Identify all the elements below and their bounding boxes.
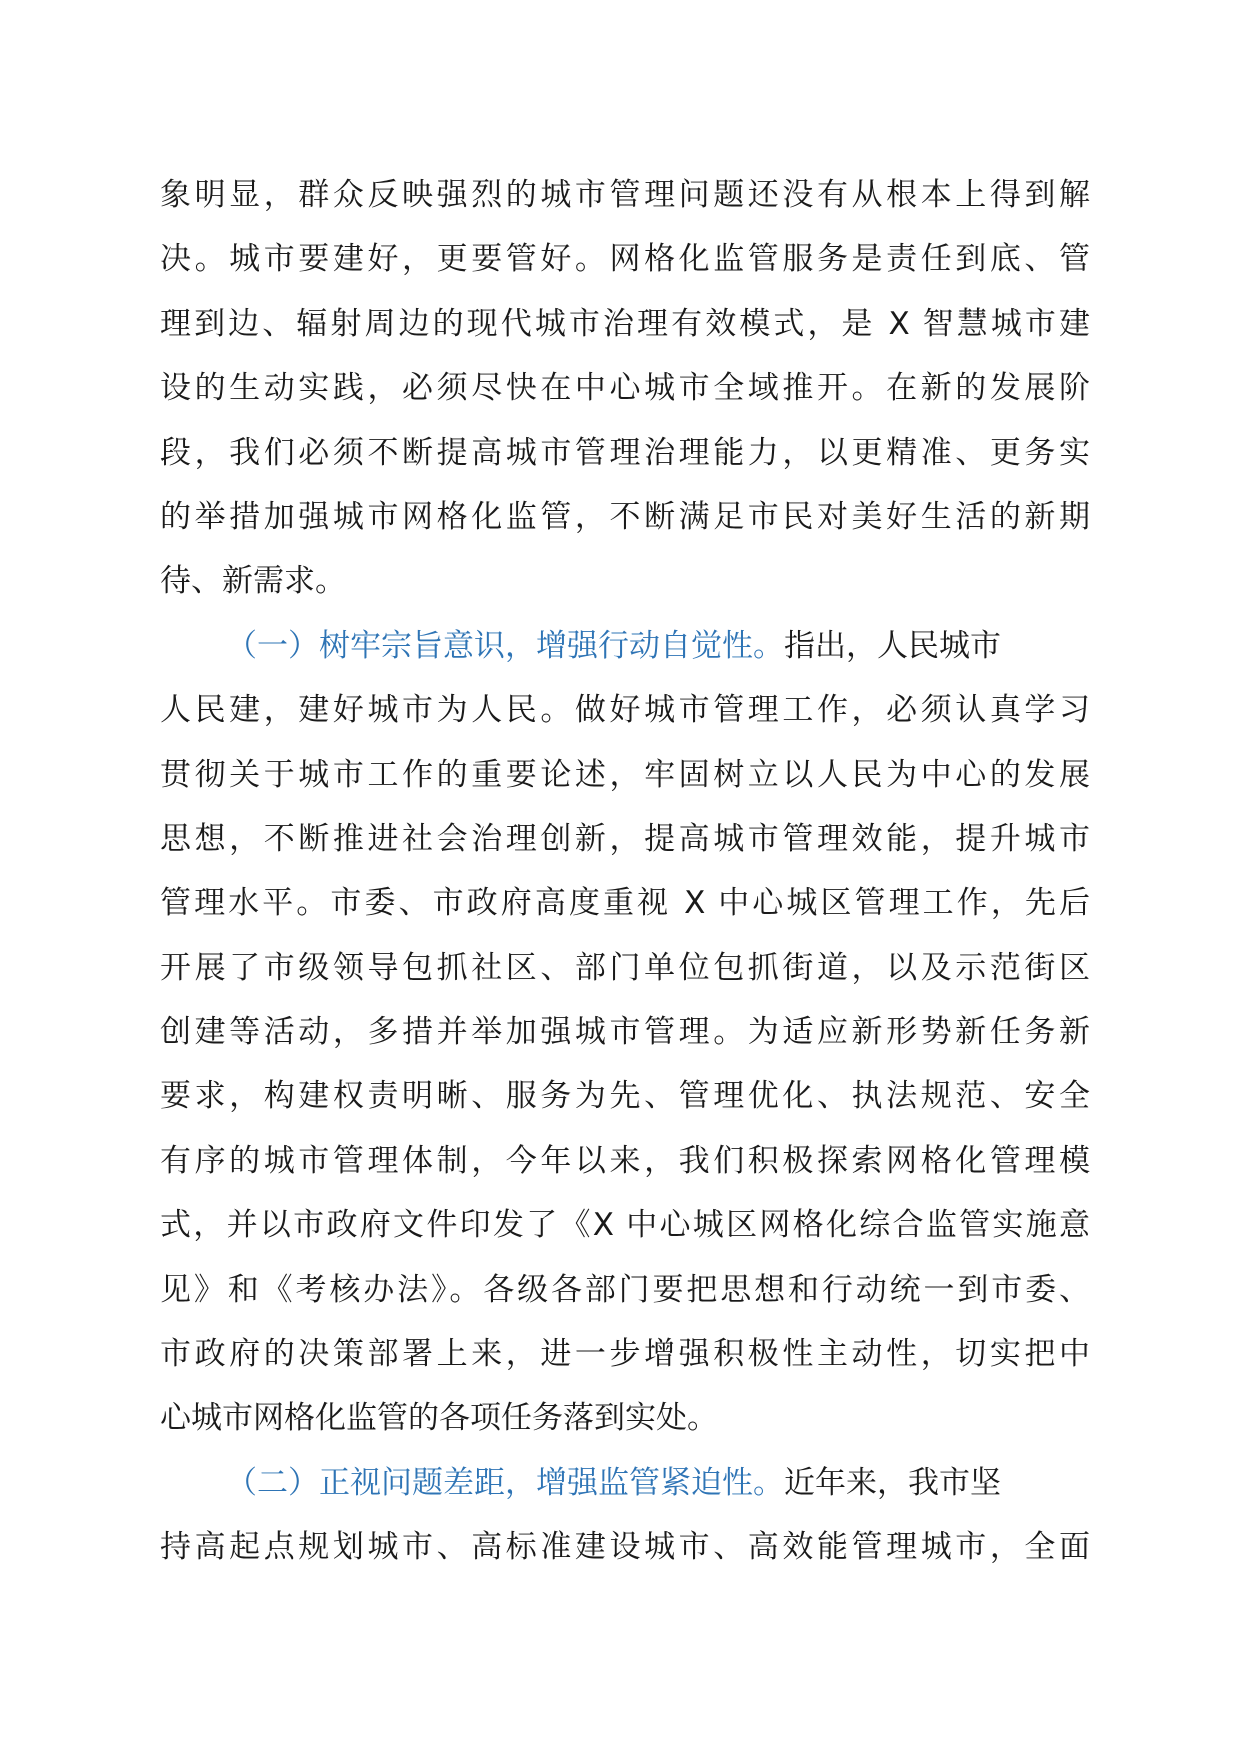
section-2-first-line [160, 1451, 1090, 1515]
paragraph-line: 开展了市级领导包抓社区、部门单位包抓街道，以及示范街区 [160, 949, 1090, 986]
paragraph-line: 段，我们必须不断提高城市管理治理能力，以更精准、更务实 [160, 434, 1090, 471]
paragraph-line: 象明显，群众反映强烈的城市管理问题还没有从根本上得到解 [160, 177, 1090, 213]
paragraph-line: 心城市网格化监管的各项任务落到实处。 [160, 1400, 718, 1437]
paragraph-line: 理到边、辐射周边的现代城市治理有效模式，是 X 智慧城市建 [160, 305, 1090, 342]
paragraph-line: 要求，构建权责明晰、服务为先、管理优化、执法规范、安全 [160, 1078, 1090, 1115]
document-body [160, 163, 1090, 1580]
section-1-first-line [160, 614, 1090, 678]
paragraph-line: 待、新需求。 [160, 563, 346, 600]
paragraph-line: 贯彻关于城市工作的重要论述，牢固树立以人民为中心的发展 [160, 756, 1090, 793]
paragraph-line: 管理水平。市委、市政府高度重视 X 中心城区管理工作，先后 [160, 885, 1090, 922]
paragraph-line: 见》和《考核办法》。各级各部门要把思想和行动统一到市委、 [160, 1271, 1090, 1308]
paragraph-line: 有序的城市管理体制，今年以来，我们积极探索网格化管理模 [160, 1142, 1090, 1179]
section-1-lead-text: 指出，人民城市 [784, 627, 1001, 664]
paragraph-line: 式，并以市政府文件印发了《X 中心城区网格化综合监管实施意 [160, 1207, 1090, 1244]
paragraph-line: 思想，不断推进社会治理创新，提高城市管理效能，提升城市 [160, 820, 1090, 857]
paragraph-line: 创建等活动，多措并举加强城市管理。为适应新形势新任务新 [160, 1014, 1090, 1051]
section-1-heading: （一）树牢宗旨意识，增强行动自觉性。 [226, 627, 784, 664]
paragraph-line: 决。城市要建好，更要管好。网格化监管服务是责任到底、管 [160, 241, 1090, 278]
paragraph-line: 人民建，建好城市为人民。做好城市管理工作，必须认真学习 [160, 692, 1090, 729]
paragraph-line: 设的生动实践，必须尽快在中心城市全域推开。在新的发展阶 [160, 370, 1090, 407]
section-2-heading: （二）正视问题差距，增强监管紧迫性。 [226, 1464, 784, 1501]
section-2-lead-text: 近年来，我市坚 [784, 1464, 1001, 1501]
paragraph-line: 市政府的决策部署上来，进一步增强积极性主动性，切实把中 [160, 1336, 1090, 1373]
paragraph-line: 的举措加强城市网格化监管，不断满足市民对美好生活的新期 [160, 498, 1090, 535]
paragraph-line: 持高起点规划城市、高标准建设城市、高效能管理城市，全面 [160, 1529, 1090, 1566]
